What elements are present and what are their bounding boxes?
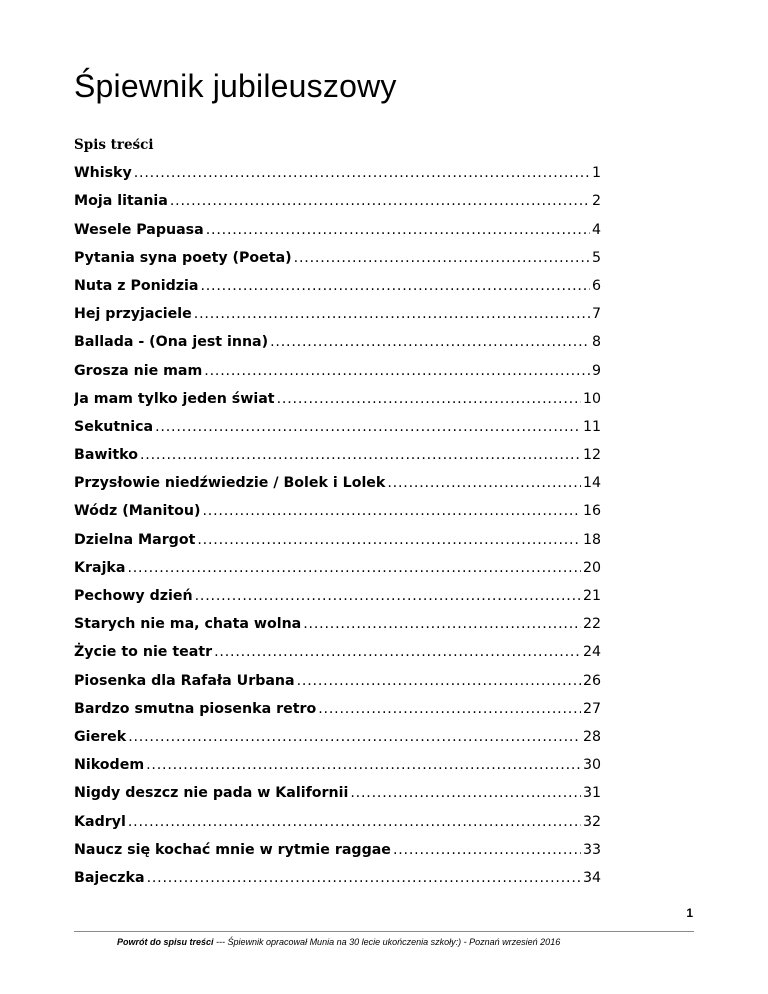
toc-entry-page: 28 <box>582 728 601 745</box>
toc-entry-page: 18 <box>582 531 601 548</box>
toc-entry-title: Piosenka dla Rafała Urbana <box>74 672 295 689</box>
toc-entry-title: Nikodem <box>74 757 145 774</box>
toc-entry-page: 6 <box>591 277 601 294</box>
toc-leader-dots <box>203 500 581 522</box>
toc-leader-dots <box>147 867 581 889</box>
toc-entry[interactable] <box>74 579 601 607</box>
toc-entry[interactable] <box>74 466 601 494</box>
toc-entry[interactable] <box>74 776 601 804</box>
table-of-contents <box>74 156 601 889</box>
toc-entry-page: 30 <box>582 757 601 774</box>
toc-entry[interactable] <box>74 720 601 748</box>
toc-entry-title: Nigdy deszcz nie pada w Kalifornii <box>74 785 349 802</box>
toc-entry-page: 11 <box>582 418 601 435</box>
toc-entry-page: 14 <box>582 475 601 492</box>
toc-entry-page: 4 <box>591 221 601 238</box>
toc-entry[interactable] <box>74 297 601 325</box>
toc-entry-title: Kadryl <box>74 813 126 830</box>
toc-entry-title: Grosza nie mam <box>74 362 203 379</box>
toc-entry-title: Wódz (Manitou) <box>74 503 201 520</box>
footer-text: --- Śpiewnik opracował Munia na 30 lecie ukończenia szkoły:) - Poznań wrzesień 2016 <box>213 937 561 947</box>
toc-leader-dots <box>140 444 581 466</box>
toc-entry[interactable] <box>74 861 601 889</box>
toc-entry-page: 26 <box>582 672 601 689</box>
toc-entry-title: Bawitko <box>74 447 138 464</box>
toc-entry-page: 21 <box>582 588 601 604</box>
toc-entry-title: Bajeczka <box>74 869 145 886</box>
toc-entry-title: Sekutnica <box>74 418 154 435</box>
toc-entry-page: 33 <box>582 841 601 858</box>
toc-entry[interactable] <box>74 156 601 184</box>
toc-entry-page: 22 <box>582 616 601 633</box>
toc-entry[interactable] <box>74 635 601 663</box>
toc-entry-title: Ballada - (Ona jest inna) <box>74 334 269 351</box>
toc-entry[interactable] <box>74 494 601 522</box>
toc-entry-title: Bardzo smutna piosenka retro <box>74 700 317 717</box>
toc-entry-title: Starych nie ma, chata wolna <box>74 616 302 633</box>
toc-entry[interactable] <box>74 184 601 212</box>
page-footer <box>117 935 560 949</box>
toc-entry-title: Gierek <box>74 728 127 745</box>
toc-entry-page: 7 <box>591 306 601 323</box>
toc-leader-dots <box>134 162 590 184</box>
toc-entry[interactable] <box>74 692 601 720</box>
toc-entry-page: 5 <box>591 249 601 266</box>
toc-entry-title: Wesele Papuasa <box>74 221 204 238</box>
toc-leader-dots <box>277 388 581 410</box>
toc-entry-title: Whisky <box>74 165 132 182</box>
toc-leader-dots <box>204 360 590 382</box>
toc-leader-dots <box>127 557 581 579</box>
toc-entry-title: Krajka <box>74 559 126 576</box>
page-title: Śpiewnik jubileuszowy <box>74 68 397 104</box>
toc-leader-dots <box>318 698 581 720</box>
toc-entry-page: 12 <box>582 447 601 464</box>
toc-leader-dots <box>146 754 581 776</box>
toc-entry-title: Przysłowie niedźwiedzie / Bolek i Lolek <box>74 475 386 492</box>
toc-entry-title: Pytania syna poety (Poeta) <box>74 249 292 266</box>
toc-entry-title: Nuta z Ponidzia <box>74 277 199 294</box>
toc-entry[interactable] <box>74 382 601 410</box>
toc-entry[interactable] <box>74 241 601 269</box>
toc-entry[interactable] <box>74 410 601 438</box>
toc-entry-title: Pechowy dzień <box>74 588 193 604</box>
toc-entry-title: Naucz się kochać mnie w rytmie raggae <box>74 841 391 858</box>
toc-leader-dots <box>195 585 581 607</box>
toc-entry[interactable] <box>74 438 601 466</box>
toc-entry-page: 24 <box>582 644 601 661</box>
toc-entry-page: 10 <box>582 390 601 407</box>
toc-entry-title: Ja mam tylko jeden świat <box>74 390 275 407</box>
toc-leader-dots <box>270 331 590 353</box>
toc-leader-dots <box>387 472 581 494</box>
toc-leader-dots <box>128 726 581 748</box>
toc-entry[interactable] <box>74 663 601 691</box>
toc-leader-dots <box>294 247 590 269</box>
toc-entry-title: Życie to nie teatr <box>74 644 213 661</box>
toc-entry[interactable] <box>74 607 601 635</box>
toc-entry-page: 32 <box>582 813 601 830</box>
back-to-toc-link[interactable]: Powrót do spisu treści <box>117 937 214 947</box>
toc-entry-page: 16 <box>582 503 601 520</box>
toc-entry-page: 31 <box>582 785 601 802</box>
toc-entry[interactable] <box>74 212 601 240</box>
toc-entry[interactable] <box>74 269 601 297</box>
toc-leader-dots <box>350 782 581 804</box>
toc-entry-page: 2 <box>591 193 601 210</box>
toc-entry-page: 20 <box>582 559 601 576</box>
toc-entry[interactable] <box>74 804 601 832</box>
toc-leader-dots <box>170 190 590 212</box>
toc-leader-dots <box>393 839 581 861</box>
toc-entry-page: 8 <box>591 334 601 351</box>
toc-entry[interactable] <box>74 353 601 381</box>
toc-entry-title: Dzielna Margot <box>74 531 196 548</box>
toc-leader-dots <box>155 416 581 438</box>
toc-entry[interactable] <box>74 748 601 776</box>
toc-entry[interactable] <box>74 833 601 861</box>
toc-leader-dots <box>194 303 590 325</box>
toc-entry-page: 1 <box>591 165 601 182</box>
toc-leader-dots <box>303 613 581 635</box>
toc-heading: Spis treści <box>74 137 154 153</box>
toc-entry-page: 34 <box>582 869 601 886</box>
page-number: 1 <box>686 906 693 920</box>
toc-entry[interactable] <box>74 551 601 579</box>
toc-entry[interactable] <box>74 522 601 550</box>
toc-leader-dots <box>206 219 590 241</box>
toc-entry-title: Moja litania <box>74 193 168 210</box>
toc-leader-dots <box>128 811 581 833</box>
toc-leader-dots <box>297 670 581 692</box>
footer-divider <box>74 931 694 932</box>
toc-leader-dots <box>200 275 590 297</box>
toc-entry-page: 9 <box>591 362 601 379</box>
toc-leader-dots <box>197 529 581 551</box>
toc-entry-title: Hej przyjaciele <box>74 306 192 323</box>
toc-entry[interactable] <box>74 325 601 353</box>
toc-entry-page: 27 <box>582 700 601 717</box>
toc-leader-dots <box>214 641 581 663</box>
